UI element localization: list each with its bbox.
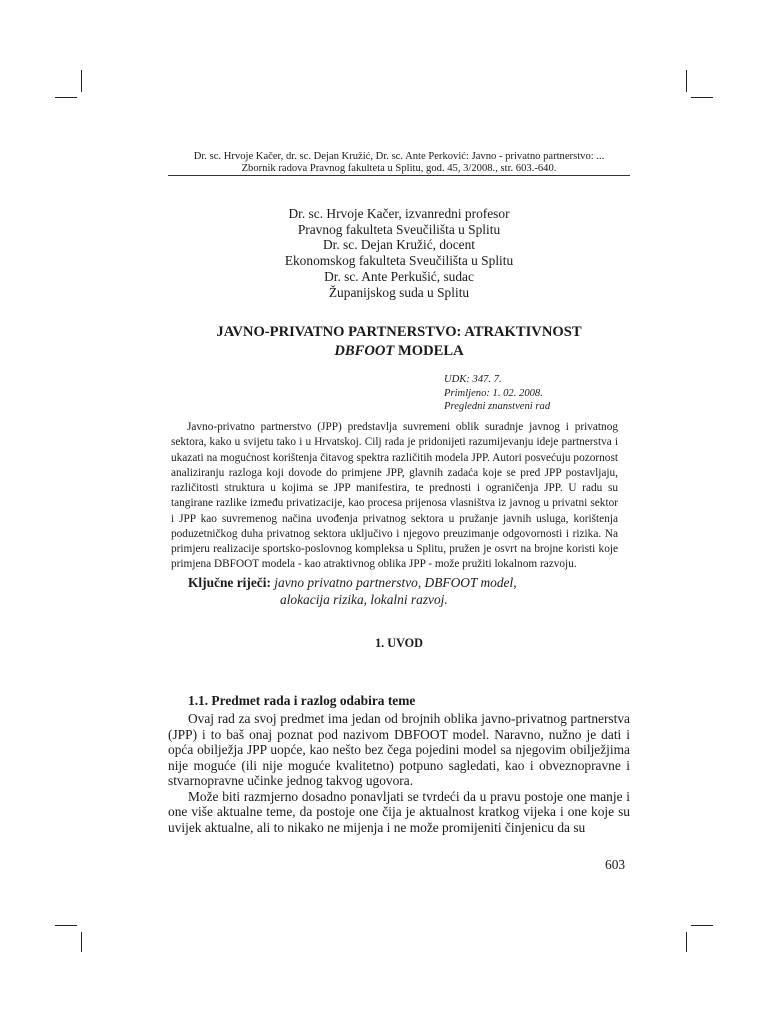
author-line: Ekonomskog fakulteta Sveučilišta u Splitu	[284, 253, 514, 269]
body-paragraph: Ovaj rad za svoj predmet ima jedan od brojnih oblika javno-privatnog partnerstva (JPP) i to baš onaj poznat pod nazivom DBFOOT model. Naravno, nužno je dati i opća obilježja JPP uopće, kao nešto bez čega pojedini model sa njegovim obilježjima nije moguće (ili nije moguće kvalitetno) potpuno sagledati, kao i obveznopravne i stvarnopravne učinke jednog takvog ugovora.	[168, 711, 630, 788]
page-number: 603	[605, 857, 626, 872]
title-line-2-rest: MODELA	[394, 343, 464, 359]
running-head	[168, 151, 630, 175]
crop-mark-bottom-right-vertical	[686, 932, 687, 952]
article-type: Pregledni znanstveni rad	[444, 401, 551, 412]
crop-mark-top-right-horizontal	[691, 97, 713, 98]
header-rule	[168, 175, 630, 176]
keywords-line-1: javno privatno partnerstvo, DBFOOT model,	[274, 575, 517, 590]
body-paragraph: Može biti razmjerno dosadno ponavljati se tvrdeći da u pravu postoje one manje i one više aktualne teme, da postoje one čija je aktualnost kratkog vijeka i one koje su uvijek aktualne, ali to nikako ne mijenja i ne može promijeniti činjenicu da su	[168, 788, 630, 835]
crop-mark-bottom-left-vertical	[81, 932, 82, 952]
keywords-label: Ključne riječi:	[188, 575, 271, 590]
keywords	[188, 575, 628, 607]
crop-mark-bottom-left-horizontal	[55, 925, 77, 926]
abstract	[171, 420, 618, 573]
running-head-journal: Zbornik radova Pravnog fakulteta u Splitu, god. 45, 3/2008., str. 603.-640.	[241, 163, 557, 174]
crop-mark-top-left-horizontal	[55, 97, 77, 98]
article-metadata	[444, 373, 630, 414]
abstract-text: Javno-privatno partnerstvo (JPP) predstavlja suvremeni oblik suradnje javnog i privatnog sektora, kako u svijetu tako i u Hrvatskoj. Cilj rada je pridonijeti razumijevanju ideje partnerstva i ukazati na mogućnost korištenja čitavog spektra različitih modela JPP. Autori posvećuju pozornost analiziranju razloga koji dovode do primjene JPP, glavnih zadaća koje se pred JPP postavljaju, različitosti struktura u kojima se JPP manifestira, te prednosti i ograničenja JPP. U radu su tangirane razlike između privatizacije, kao procesa prijenosa vlasništva iz javnog u privatni sektor i JPP kao suvremenog načina uvođenja privatnog sektora u pružanje javnih usluga, korištenja poduzetničkog duha privatnog sektora uključivo i njegovo preuzimanje odgovornosti i rizika. Na primjeru realizacije sportsko-poslovnog kompleksa u Splitu, pružen je osvrt na brojne koristi koje primjena DBFOOT modela - kao atraktivnog oblika JPP - može pružiti lokalnom razvoju.	[171, 421, 618, 571]
author-line: Županijskog suda u Splitu	[328, 284, 470, 300]
title-line-2	[168, 342, 630, 361]
author-line: Dr. sc. Ante Perkušić, sudac	[324, 268, 474, 284]
title-line-1: JAVNO-PRIVATNO PARTNERSTVO: ATRAKTIVNOST	[216, 324, 582, 340]
udk-code: UDK: 347. 7.	[444, 374, 502, 385]
paper-title	[168, 323, 630, 361]
section-heading: 1. UVOD	[375, 636, 423, 650]
author-line: Pravnog fakulteta Sveučilišta u Splitu	[297, 221, 501, 237]
author-block	[168, 206, 630, 300]
author-line: Dr. sc. Hrvoje Kačer, izvanredni profesor	[288, 206, 510, 221]
crop-mark-top-left-vertical	[81, 70, 82, 92]
subsection-heading: 1.1. Predmet rada i razlog odabira teme	[188, 693, 416, 708]
crop-mark-bottom-right-horizontal	[691, 925, 713, 926]
running-head-authors: Dr. sc. Hrvoje Kačer, dr. sc. Dejan Kružić, Dr. sc. Ante Perković: Javno - privatno partnerstvo: ...	[193, 151, 605, 162]
title-model-name: DBFOOT	[334, 343, 395, 359]
received-date: Primljeno: 1. 02. 2008.	[444, 387, 543, 399]
body-text	[168, 711, 630, 835]
crop-mark-top-right-vertical	[686, 70, 687, 92]
author-line: Dr. sc. Dejan Kružić, docent	[322, 237, 476, 253]
keywords-line-2: alokacija rizika, lokalni razvoj.	[280, 592, 448, 607]
